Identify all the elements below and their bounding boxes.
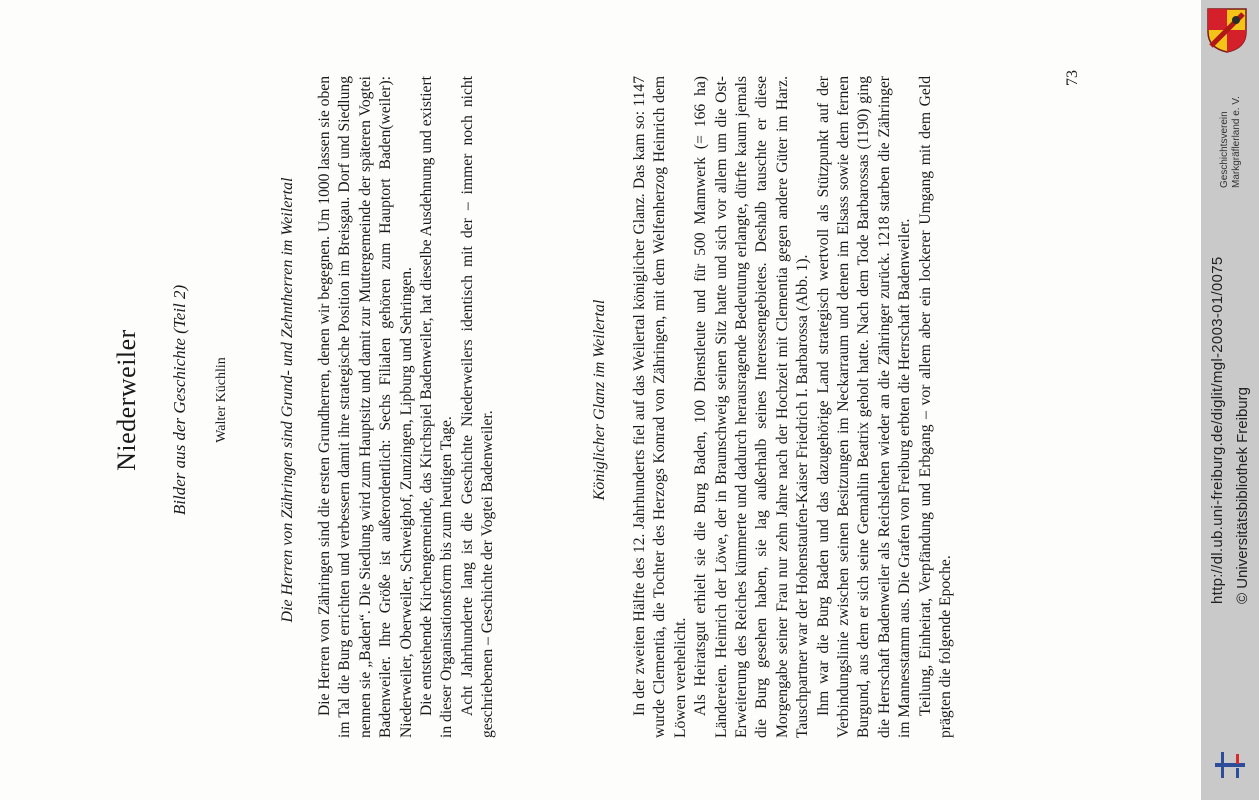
- paragraph: Die entstehende Kirchengemeinde, das Kirchspiel Badenweiler, hat dieselbe Ausdehnung und existiert in dieser Organisationsform bis zum heutigen Tage.: [418, 76, 456, 738]
- source-url-link[interactable]: http://dl.ub.uni-freiburg.de/diglit/mgl-2003-01/0075: [1209, 256, 1226, 604]
- society-name: [1219, 96, 1243, 188]
- society-name-line2: Markgräflerland e. V.: [1231, 96, 1242, 188]
- paragraph: In der zweiten Hälfte des 12. Jahrhunderts fiel auf das Weilertal königlicher Glanz. Das kam so: 1147 wurde Clementia, die Tochter des Herzogs Konrad von Zähringen, mit dem Welfenherzog Heinrich dem Löwen verehelicht.: [631, 76, 689, 738]
- society-name-line1: Geschichtsverein: [1219, 111, 1230, 188]
- section-heading-zaehringen: Die Herren von Zähringen sind Grund- und Zehntherren im Weilertal: [279, 177, 296, 623]
- page-number: 73: [1064, 70, 1081, 86]
- article-subtitle: Bilder aus der Geschichte (Teil 2): [170, 284, 189, 516]
- section-heading-glanz: Königlicher Glanz im Weilertal: [591, 299, 608, 501]
- paragraph: Teilung, Einheirat, Verpfändung und Erbgang – vor allem aber ein lockerer Umgang mit dem Geld prägten die folgende Epoche.: [916, 76, 955, 738]
- copyright-notice: © Universitätsbibliothek Freiburg: [1234, 387, 1251, 604]
- article-author: Walter Küchlin: [214, 357, 229, 443]
- section-body-glanz: [630, 76, 957, 738]
- paragraph: Die Herren von Zähringen sind die ersten Grundherren, denen wir begegnen. Um 1000 lassen sie oben im Tal die Burg errichten und verbessern damit ihre strategische Position im Breisgau. Dorf und Siedlung nennen sie „Baden“. Die Siedlung wird zum Hauptsitz und damit zur Muttergemeinde der späteren Vogtei Badenweiler. Ihre Größe ist außerordentlich: Sechs Filialen gehören zum Hauptort Baden(weiler): Niederweiler, Oberweiler, Schweighof, Zunzingen, Lipburg und Sehringen.: [316, 76, 415, 738]
- paragraph: Als Heiratsgut erhielt sie die Burg Baden, 100 Dienstleute und für 500 Mannwerk (= 166 ha) Ländereien. Heinrich der Löwe, der in Braunschweig seinen Sitz hatte und sich vor allem um die Ost-Erweiterung des Reiches kümmerte und dadurch herausragende Bedeutung erlangte, dürfte kaum jemals die Burg gesehen haben, sie lag außerhalb seines Interessengebietes. Deshalb tauschte er diese Morgengabe seiner Frau nur zehn Jahre nach der Hochzeit mit Clementia gegen andere Güter im Harz. Tauschpartner war der Hohenstaufen-Kaiser Friedrich I. Barbarossa (Abb. 1).: [692, 76, 812, 738]
- paragraph: Acht Jahrhunderte lang ist die Geschichte Niederweilers identisch mit der – immer noch nicht geschriebenen – Geschichte der Vogtei Badenweiler.: [458, 76, 497, 738]
- university-library-logo-icon: [1213, 748, 1247, 782]
- section-body-zaehringen: [315, 76, 499, 738]
- paragraph: Ihm war die Burg Baden und das dazugehörige Land strategisch wertvoll als Stützpunkt auf der Verbindungslinie zwischen seinen Besitzungen im Neckarraum und denen im Elsass sowie dem fernen Burgund, aus dem er sich seine Gemahlin Beatrix geholt hatte. Nach dem Tode Barbarossas (1190) ging die Herrschaft Badenweiler als Reichslehen wieder an die Zähringer zurück. 1218 starben die Zähringer im Mannesstamm aus. Die Grafen von Freiburg erbten die Herrschaft Badenweiler.: [814, 76, 914, 738]
- library-sidebar: [1201, 0, 1259, 800]
- society-shield-icon: [1205, 6, 1249, 54]
- article-title: Niederweiler: [112, 329, 141, 471]
